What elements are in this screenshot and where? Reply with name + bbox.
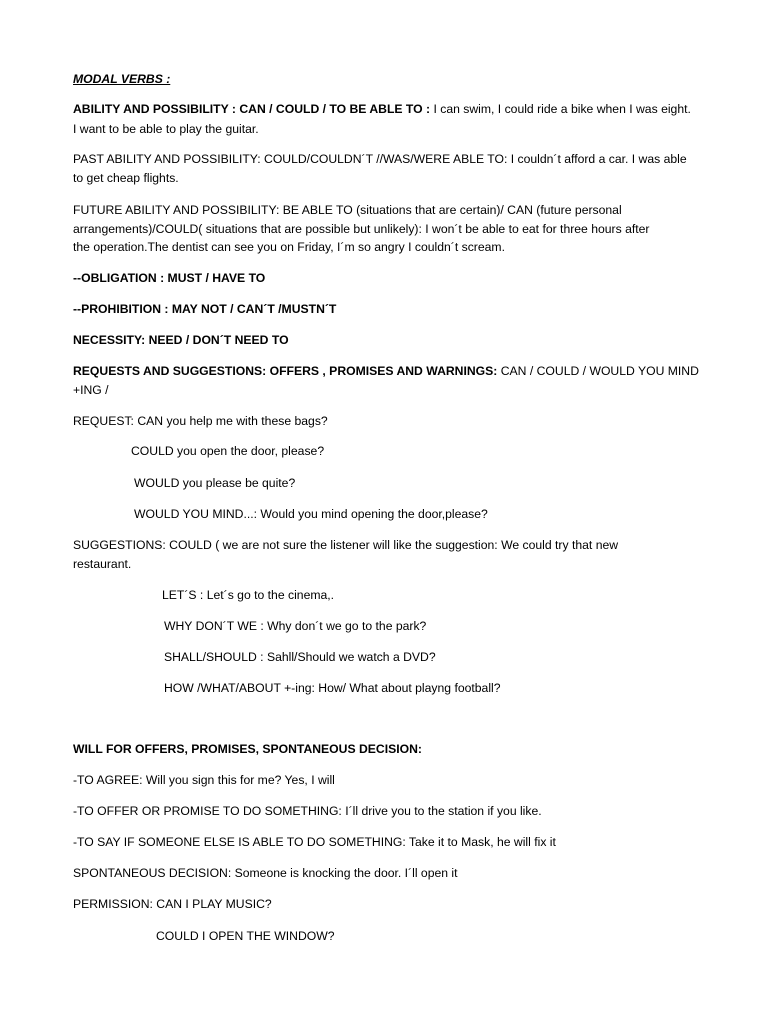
suggestions-line-5: SHALL/SHOULD : Sahll/Should we watch a DVD? <box>164 650 436 664</box>
request-line-4: WOULD YOU MIND...: Would you mind opening the door,please? <box>134 507 488 521</box>
ability-line-1 <box>73 100 713 119</box>
will-heading: WILL FOR OFFERS, PROMISES, SPONTANEOUS DECISION: <box>73 742 422 756</box>
will-spontaneous-line: SPONTANEOUS DECISION: Someone is knocking the door. I´ll open it <box>73 866 458 880</box>
past-heading: PAST ABILITY AND POSSIBILITY: COULD/COULDN´T //WAS/WERE ABLE TO: <box>73 152 508 166</box>
past-text: I couldn´t afford a car. I was able <box>507 152 687 166</box>
document-title: MODAL VERBS : <box>73 72 171 86</box>
requests-heading: REQUESTS AND SUGGESTIONS: OFFERS , PROMISES AND WARNINGS: <box>73 364 498 378</box>
requests-heading-line-2: +ING / <box>73 383 109 397</box>
request-line-2: COULD you open the door, please? <box>131 444 325 458</box>
suggestions-line-3: LET´S : Let´s go to the cinema,. <box>162 588 335 602</box>
past-line-1 <box>73 150 713 169</box>
ability-line-2: I want to be able to play the guitar. <box>73 122 259 136</box>
prohibition-line: --PROHIBITION : MAY NOT / CAN´T /MUSTN´T <box>73 302 337 316</box>
suggestions-line-6: HOW /WHAT/ABOUT +-ing: How/ What about playng football? <box>164 681 501 695</box>
permission-line-1: PERMISSION: CAN I PLAY MUSIC? <box>73 897 272 911</box>
suggestions-line-4: WHY DON´T WE : Why don´t we go to the park? <box>164 619 427 633</box>
request-line-1: REQUEST: CAN you help me with these bags? <box>73 414 328 428</box>
suggestions-line-1: SUGGESTIONS: COULD ( we are not sure the listener will like the suggestion: We could try that new <box>73 538 619 552</box>
ability-heading: ABILITY AND POSSIBILITY : CAN / COULD / TO BE ABLE TO : <box>73 102 431 116</box>
will-agree-line: -TO AGREE: Will you sign this for me? Yes, I will <box>73 773 335 787</box>
suggestions-line-2: restaurant. <box>73 557 132 571</box>
future-line-1: FUTURE ABILITY AND POSSIBILITY: BE ABLE TO (situations that are certain)/ CAN (future personal <box>73 203 622 217</box>
request-line-3: WOULD you please be quite? <box>134 476 296 490</box>
permission-line-2: COULD I OPEN THE WINDOW? <box>156 929 335 943</box>
past-line-2: to get cheap flights. <box>73 171 179 185</box>
future-line-3: the operation.The dentist can see you on Friday, I´m so angry I couldn´t scream. <box>73 240 505 254</box>
will-offer-line: -TO OFFER OR PROMISE TO DO SOMETHING: I´ll drive you to the station if you like. <box>73 804 542 818</box>
obligation-line: --OBLIGATION : MUST / HAVE TO <box>73 271 266 285</box>
necessity-line: NECESSITY: NEED / DON´T NEED TO <box>73 333 289 347</box>
requests-heading-rest: CAN / COULD / WOULD YOU MIND <box>497 364 699 378</box>
will-able-line: -TO SAY IF SOMEONE ELSE IS ABLE TO DO SOMETHING: Take it to Mask, he will fix it <box>73 835 556 849</box>
requests-heading-line-1 <box>73 362 713 381</box>
future-line-2: arrangements)/COULD( situations that are possible but unlikely): I won´t be able to eat for three hours after <box>73 222 650 236</box>
ability-text: I can swim, I could ride a bike when I was eight. <box>430 102 691 116</box>
